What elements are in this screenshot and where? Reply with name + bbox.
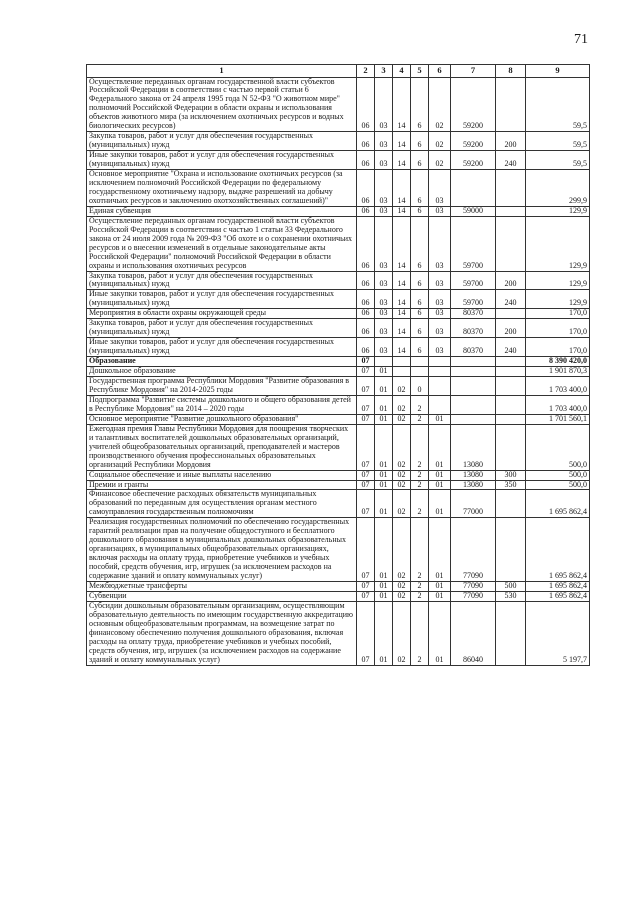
- row-program: 14: [393, 77, 411, 132]
- row-event: [429, 395, 451, 414]
- row-subsection: 01: [375, 377, 393, 396]
- row-direction: 59700: [451, 290, 496, 309]
- row-subprogram: [411, 367, 429, 377]
- row-subsection: 03: [375, 309, 393, 319]
- table-row: [87, 424, 590, 470]
- row-section: 07: [357, 357, 375, 367]
- row-direction: 77000: [451, 490, 496, 518]
- row-section: 07: [357, 470, 375, 480]
- table-row: [87, 591, 590, 601]
- row-program: 14: [393, 216, 411, 271]
- row-expense-type: [496, 414, 526, 424]
- row-direction: 59700: [451, 271, 496, 290]
- row-expense-type: [496, 601, 526, 665]
- col-header-name: 1: [87, 65, 357, 78]
- row-subprogram: 6: [411, 170, 429, 207]
- row-amount: 1 703 400,0: [526, 395, 590, 414]
- row-direction: 13080: [451, 424, 496, 470]
- row-program: 14: [393, 170, 411, 207]
- row-subprogram: 6: [411, 77, 429, 132]
- table-row: [87, 271, 590, 290]
- row-program: 14: [393, 309, 411, 319]
- row-subprogram: 6: [411, 151, 429, 170]
- col-header-event: 6: [429, 65, 451, 78]
- table-row: [87, 470, 590, 480]
- row-direction: [451, 170, 496, 207]
- row-section: 06: [357, 206, 375, 216]
- page-number: 71: [574, 32, 588, 47]
- row-subsection: 01: [375, 367, 393, 377]
- table-row: [87, 319, 590, 338]
- row-subsection: [375, 357, 393, 367]
- row-section: 07: [357, 518, 375, 582]
- row-event: 01: [429, 591, 451, 601]
- row-expense-type: [496, 490, 526, 518]
- row-subprogram: 6: [411, 319, 429, 338]
- row-name: Единая субвенция: [87, 206, 357, 216]
- row-name: Основное мероприятие "Развитие дошкольного образования": [87, 414, 357, 424]
- row-name: Осуществление переданных органам государственной власти субъектов Российской Федерации в соответствии с частью первой статьи 6 Федерального закона от 24 апреля 1995 года N 52-ФЗ "О животном мире" полномочий Российской Федерации в области охраны и использования объектов животного мира (за исключением охотничьих ресурсов и водных биологических ресурсов): [87, 77, 357, 132]
- row-name: Ежегодная премия Главы Республики Мордовия для поощрения творческих и талантливых воспитателей дошкольных образовательных организаций, учителей общеобразовательных организаций, преподавателей и мастеров производственного обучения профессиональных образовательных организаций Республики Мордовия: [87, 424, 357, 470]
- row-subsection: 03: [375, 271, 393, 290]
- row-subprogram: 2: [411, 480, 429, 490]
- row-expense-type: [496, 357, 526, 367]
- row-direction: [451, 357, 496, 367]
- row-expense-type: 240: [496, 338, 526, 357]
- row-section: 06: [357, 151, 375, 170]
- row-amount: 8 390 420,0: [526, 357, 590, 367]
- row-direction: 59200: [451, 151, 496, 170]
- row-subprogram: 2: [411, 490, 429, 518]
- row-subsection: 01: [375, 490, 393, 518]
- row-subsection: 01: [375, 470, 393, 480]
- row-event: 01: [429, 518, 451, 582]
- row-direction: 77090: [451, 591, 496, 601]
- table-header-row: [87, 65, 590, 78]
- row-section: 07: [357, 581, 375, 591]
- row-event: 01: [429, 490, 451, 518]
- row-program: 02: [393, 424, 411, 470]
- table-row: [87, 290, 590, 309]
- row-subprogram: 2: [411, 414, 429, 424]
- row-name: Финансовое обеспечение расходных обязательств муниципальных образований по переданным для осуществления органам местного самоуправления государственным полномочиям: [87, 490, 357, 518]
- row-program: 14: [393, 206, 411, 216]
- row-direction: [451, 367, 496, 377]
- row-program: 02: [393, 601, 411, 665]
- col-header-direction: 7: [451, 65, 496, 78]
- row-section: 06: [357, 77, 375, 132]
- row-subsection: 03: [375, 290, 393, 309]
- col-header-section: 2: [357, 65, 375, 78]
- row-subsection: 03: [375, 77, 393, 132]
- row-program: 14: [393, 132, 411, 151]
- row-section: 07: [357, 480, 375, 490]
- table-row: [87, 151, 590, 170]
- row-event: 02: [429, 77, 451, 132]
- row-expense-type: [496, 367, 526, 377]
- row-name: Иные закупки товаров, работ и услуг для обеспечения государственных (муниципальных) нужд: [87, 338, 357, 357]
- row-amount: 1 695 862,4: [526, 490, 590, 518]
- row-amount: 1 695 862,4: [526, 581, 590, 591]
- row-program: 02: [393, 490, 411, 518]
- row-event: 03: [429, 319, 451, 338]
- row-subsection: 01: [375, 424, 393, 470]
- row-amount: 129,9: [526, 271, 590, 290]
- row-amount: 59,5: [526, 132, 590, 151]
- row-amount: 170,0: [526, 338, 590, 357]
- row-program: 02: [393, 395, 411, 414]
- table-row: [87, 395, 590, 414]
- row-event: [429, 377, 451, 396]
- row-event: 03: [429, 290, 451, 309]
- row-event: 01: [429, 470, 451, 480]
- col-header-amount: 9: [526, 65, 590, 78]
- row-direction: 59700: [451, 216, 496, 271]
- row-name: Премии и гранты: [87, 480, 357, 490]
- row-direction: [451, 377, 496, 396]
- row-subprogram: 6: [411, 338, 429, 357]
- row-subprogram: 6: [411, 271, 429, 290]
- row-amount: 170,0: [526, 319, 590, 338]
- row-subprogram: 6: [411, 216, 429, 271]
- row-section: 07: [357, 395, 375, 414]
- row-event: 02: [429, 132, 451, 151]
- row-event: 03: [429, 216, 451, 271]
- row-program: 14: [393, 319, 411, 338]
- row-amount: 129,9: [526, 206, 590, 216]
- row-amount: 1 901 870,3: [526, 367, 590, 377]
- row-subsection: 01: [375, 581, 393, 591]
- row-subprogram: 0: [411, 377, 429, 396]
- row-name: Основное мероприятие "Охрана и использование охотничьих ресурсов (за исключением полномочий Российской Федерации по федеральному государственному охотничьему надзору, выдаче разрешений на добычу охотничьих ресурсов и заключению охотхозяйственных соглашений)": [87, 170, 357, 207]
- table-row: [87, 480, 590, 490]
- row-subprogram: 6: [411, 290, 429, 309]
- row-subsection: 03: [375, 132, 393, 151]
- row-expense-type: [496, 206, 526, 216]
- row-subsection: 03: [375, 170, 393, 207]
- row-subprogram: 2: [411, 581, 429, 591]
- row-event: 01: [429, 480, 451, 490]
- row-amount: 1 695 862,4: [526, 591, 590, 601]
- row-name: Закупка товаров, работ и услуг для обеспечения государственных (муниципальных) нужд: [87, 271, 357, 290]
- row-amount: 170,0: [526, 309, 590, 319]
- row-amount: 299,9: [526, 170, 590, 207]
- table-row: [87, 414, 590, 424]
- table-row: [87, 170, 590, 207]
- row-section: 07: [357, 591, 375, 601]
- row-program: 02: [393, 591, 411, 601]
- row-amount: 129,9: [526, 290, 590, 309]
- table-row: [87, 338, 590, 357]
- row-event: [429, 357, 451, 367]
- row-subprogram: 6: [411, 309, 429, 319]
- row-section: 07: [357, 601, 375, 665]
- row-amount: 500,0: [526, 424, 590, 470]
- row-subprogram: 2: [411, 518, 429, 582]
- row-expense-type: [496, 309, 526, 319]
- row-name: Закупка товаров, работ и услуг для обеспечения государственных (муниципальных) нужд: [87, 132, 357, 151]
- row-subprogram: 6: [411, 206, 429, 216]
- col-header-subprogram: 5: [411, 65, 429, 78]
- row-subsection: 03: [375, 151, 393, 170]
- row-name: Закупка товаров, работ и услуг для обеспечения государственных (муниципальных) нужд: [87, 319, 357, 338]
- row-amount: 500,0: [526, 470, 590, 480]
- row-subsection: 01: [375, 395, 393, 414]
- row-direction: 13080: [451, 470, 496, 480]
- row-section: 07: [357, 377, 375, 396]
- row-name: Образование: [87, 357, 357, 367]
- table-row: [87, 518, 590, 582]
- row-subsection: 03: [375, 206, 393, 216]
- row-event: 03: [429, 309, 451, 319]
- table-row: [87, 216, 590, 271]
- row-program: 14: [393, 338, 411, 357]
- row-amount: 1 701 560,1: [526, 414, 590, 424]
- col-header-program: 4: [393, 65, 411, 78]
- row-subprogram: 6: [411, 132, 429, 151]
- row-event: 01: [429, 601, 451, 665]
- row-subsection: 01: [375, 414, 393, 424]
- table-row: [87, 206, 590, 216]
- row-program: 02: [393, 518, 411, 582]
- row-event: 01: [429, 424, 451, 470]
- row-direction: 13080: [451, 480, 496, 490]
- row-program: 02: [393, 377, 411, 396]
- row-name: Государственная программа Республики Мордовия "Развитие образования в Республике Мордовия" на 2014-2025 годы: [87, 377, 357, 396]
- row-amount: 1 695 862,4: [526, 518, 590, 582]
- row-amount: 59,5: [526, 151, 590, 170]
- row-section: 07: [357, 490, 375, 518]
- row-program: 14: [393, 271, 411, 290]
- row-expense-type: 300: [496, 470, 526, 480]
- table-row: [87, 377, 590, 396]
- row-direction: 80370: [451, 309, 496, 319]
- row-direction: 86040: [451, 601, 496, 665]
- row-program: [393, 367, 411, 377]
- row-name: Субвенции: [87, 591, 357, 601]
- row-subsection: 01: [375, 601, 393, 665]
- row-expense-type: 240: [496, 290, 526, 309]
- row-name: Межбюджетные трансферты: [87, 581, 357, 591]
- row-section: 07: [357, 414, 375, 424]
- row-event: 01: [429, 414, 451, 424]
- row-section: 07: [357, 367, 375, 377]
- table-row: [87, 77, 590, 132]
- row-section: 06: [357, 170, 375, 207]
- row-name: Мероприятия в области охраны окружающей среды: [87, 309, 357, 319]
- row-direction: [451, 414, 496, 424]
- row-direction: 59200: [451, 132, 496, 151]
- row-direction: 59000: [451, 206, 496, 216]
- row-expense-type: [496, 377, 526, 396]
- table-row: [87, 132, 590, 151]
- row-section: 06: [357, 132, 375, 151]
- row-event: 03: [429, 271, 451, 290]
- row-expense-type: 350: [496, 480, 526, 490]
- row-name: Иные закупки товаров, работ и услуг для обеспечения государственных (муниципальных) нужд: [87, 290, 357, 309]
- row-program: [393, 357, 411, 367]
- row-expense-type: [496, 170, 526, 207]
- row-expense-type: [496, 216, 526, 271]
- row-direction: [451, 395, 496, 414]
- row-subsection: 03: [375, 216, 393, 271]
- row-subprogram: 2: [411, 601, 429, 665]
- row-expense-type: 500: [496, 581, 526, 591]
- row-event: 03: [429, 170, 451, 207]
- row-expense-type: [496, 395, 526, 414]
- row-name: Социальное обеспечение и иные выплаты населению: [87, 470, 357, 480]
- row-direction: 80370: [451, 319, 496, 338]
- row-section: 06: [357, 309, 375, 319]
- row-direction: 77090: [451, 518, 496, 582]
- row-expense-type: 530: [496, 591, 526, 601]
- row-section: 06: [357, 216, 375, 271]
- col-header-expense-type: 8: [496, 65, 526, 78]
- row-name: Подпрограмма "Развитие системы дошкольного и общего образования детей в Республике Мордовия" на 2014 – 2020 годы: [87, 395, 357, 414]
- row-subprogram: 2: [411, 591, 429, 601]
- budget-table: [86, 64, 590, 666]
- row-event: [429, 367, 451, 377]
- table-row: [87, 309, 590, 319]
- row-amount: 129,9: [526, 216, 590, 271]
- row-name: Дошкольное образование: [87, 367, 357, 377]
- row-subsection: 03: [375, 319, 393, 338]
- row-expense-type: [496, 424, 526, 470]
- row-subprogram: 2: [411, 395, 429, 414]
- row-program: 02: [393, 470, 411, 480]
- row-expense-type: [496, 77, 526, 132]
- row-amount: 5 197,7: [526, 601, 590, 665]
- row-section: 06: [357, 271, 375, 290]
- row-amount: 1 703 400,0: [526, 377, 590, 396]
- row-amount: 500,0: [526, 480, 590, 490]
- row-section: 06: [357, 290, 375, 309]
- row-name: Иные закупки товаров, работ и услуг для обеспечения государственных (муниципальных) нужд: [87, 151, 357, 170]
- row-program: 02: [393, 581, 411, 591]
- row-amount: 59,5: [526, 77, 590, 132]
- row-subprogram: [411, 357, 429, 367]
- row-expense-type: 200: [496, 132, 526, 151]
- row-subsection: 01: [375, 591, 393, 601]
- row-section: 06: [357, 319, 375, 338]
- row-expense-type: [496, 518, 526, 582]
- table-row: [87, 581, 590, 591]
- row-direction: 80370: [451, 338, 496, 357]
- row-subsection: 03: [375, 338, 393, 357]
- row-subprogram: 2: [411, 424, 429, 470]
- row-subsection: 01: [375, 518, 393, 582]
- table-row: [87, 601, 590, 665]
- row-event: 03: [429, 338, 451, 357]
- row-section: 06: [357, 338, 375, 357]
- row-name: Реализация государственных полномочий по обеспечению государственных гарантий реализации прав на получение общедоступного и бесплатного дошкольного образования в муниципальных дошкольных образовательных организациях, в муниципальных общеобразовательных организациях, включая расходы на оплату труда, приобретение учебников и учебных пособий, средств обучения, игр, игрушек (за исключением расходов на содержание зданий и оплату коммунальных услуг): [87, 518, 357, 582]
- row-direction: 77090: [451, 581, 496, 591]
- table-row: [87, 357, 590, 367]
- row-section: 07: [357, 424, 375, 470]
- row-subprogram: 2: [411, 470, 429, 480]
- row-program: 14: [393, 290, 411, 309]
- row-direction: 59200: [451, 77, 496, 132]
- row-expense-type: 200: [496, 319, 526, 338]
- row-expense-type: 200: [496, 271, 526, 290]
- row-name: Субсидии дошкольным образовательным организациям, осуществляющим образовательную деятельность по имеющим государственную аккредитацию основным общеобразовательным программам, на возмещение затрат по финансовому обеспечению получения дошкольного образования, включая расходы на оплату труда, приобретение учебников и учебных пособий, средств обучения, игр, игрушек (за исключением расходов на содержание зданий и оплату коммунальных услуг): [87, 601, 357, 665]
- row-event: 02: [429, 151, 451, 170]
- table-row: [87, 490, 590, 518]
- row-event: 01: [429, 581, 451, 591]
- table-row: [87, 367, 590, 377]
- row-name: Осуществление переданных органам государственной власти субъектов Российской Федерации в соответствии с частью 1 статьи 33 Федерального закона от 24 июля 2009 года № 209-ФЗ "Об охоте и о сохранении охотничьих ресурсов и о внесении изменений в отдельные законодательные акты Российской Федерации" полномочий Российской Федерации в области охраны и использования охотничьих ресурсов: [87, 216, 357, 271]
- row-program: 14: [393, 151, 411, 170]
- row-expense-type: 240: [496, 151, 526, 170]
- row-program: 02: [393, 480, 411, 490]
- col-header-subsection: 3: [375, 65, 393, 78]
- row-subsection: 01: [375, 480, 393, 490]
- row-event: 03: [429, 206, 451, 216]
- row-program: 02: [393, 414, 411, 424]
